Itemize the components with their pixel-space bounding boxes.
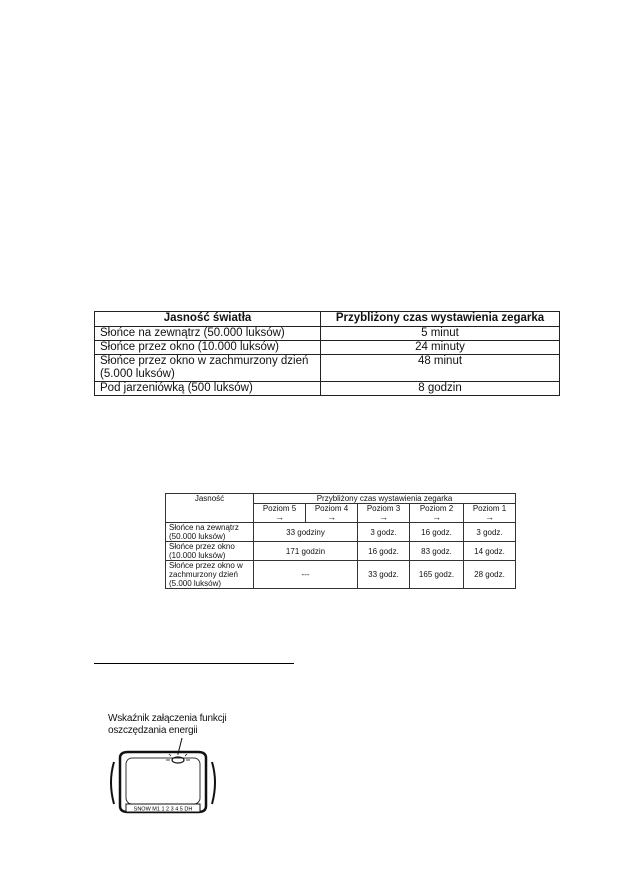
watch-face-illustration: [100, 738, 230, 828]
table-row: [166, 523, 516, 542]
cell-level-1: 28 godz.: [464, 561, 516, 589]
watch-case: [120, 752, 206, 812]
table-row: [166, 561, 516, 589]
level-header: Poziom 1 →: [464, 504, 516, 523]
table-header-row: [166, 494, 516, 504]
watch-dial: [126, 758, 200, 804]
table-row: [95, 341, 560, 355]
row-value: 8 godzin: [321, 382, 560, 396]
row-label: Pod jarzeniówką (500 luksów): [95, 382, 321, 396]
cell-level-1: 3 godz.: [464, 523, 516, 542]
arrow-right-icon: →: [275, 512, 284, 522]
cell-level-2: 83 godz.: [410, 542, 464, 561]
cell-level-2: 16 godz.: [410, 523, 464, 542]
row-value: 24 minuty: [321, 341, 560, 355]
level-header: Poziom 5 →: [254, 504, 306, 523]
header-brightness: Jasność światła: [95, 312, 321, 327]
footnote-divider: [94, 663, 294, 664]
watch-case-right-edge: [212, 762, 215, 804]
row-label: Słońce przez okno w zachmurzony dzień (5.000 luksów): [95, 355, 321, 382]
row-label: Słońce na zewnątrz (50.000 luksów): [95, 327, 321, 341]
table-row: [95, 327, 560, 341]
level-header: Poziom 2 →: [410, 504, 464, 523]
row-value: 48 minut: [321, 355, 560, 382]
cell-level-1: 14 godz.: [464, 542, 516, 561]
header-exposure-time: Przybliżony czas wystawienia zegarka: [321, 312, 560, 327]
row-label: Słońce przez okno w zachmurzony dzień (5.000 luksów): [166, 561, 254, 589]
level-header: Poziom 3 →: [358, 504, 410, 523]
table-header-row: [95, 312, 560, 327]
merged-cell: 33 godziny: [254, 523, 358, 542]
row-value: 5 minut: [321, 327, 560, 341]
cell-level-3: 16 godz.: [358, 542, 410, 561]
table-row: [166, 542, 516, 561]
table-row: [95, 355, 560, 382]
table-row: [95, 382, 560, 396]
watch-case-left-edge: [111, 762, 114, 804]
merged-cell: 171 godzin: [254, 542, 358, 561]
cell-level-2: 165 godz.: [410, 561, 464, 589]
power-saving-indicator-label: Wskaźnik załączenia funkcji oszczędzania energii: [108, 713, 227, 736]
cell-level-3: 3 godz.: [358, 523, 410, 542]
watch-scale-text: SNOW M1 1 2 3 4 5 DH: [133, 806, 193, 813]
arrow-right-icon: →: [485, 512, 495, 522]
header-exposure-time: Przybliżony czas wystawienia zegarka: [254, 494, 516, 504]
level-header: Poziom 4 →: [306, 504, 358, 523]
arrow-right-icon: →: [432, 512, 441, 522]
arrow-right-icon: →: [327, 512, 336, 522]
row-label: Słońce przez okno (10.000 luksów): [95, 341, 321, 355]
row-label: Słońce na zewnątrz (50.000 luksów): [166, 523, 254, 542]
merged-cell: ---: [254, 561, 358, 589]
power-level-table: [165, 493, 516, 589]
header-brightness: Jasność: [166, 494, 254, 523]
cell-level-3: 33 godz.: [358, 561, 410, 589]
arrow-right-icon: →: [379, 512, 388, 522]
row-label: Słońce przez okno (10.000 luksów): [166, 542, 254, 561]
light-exposure-table: [94, 311, 560, 396]
